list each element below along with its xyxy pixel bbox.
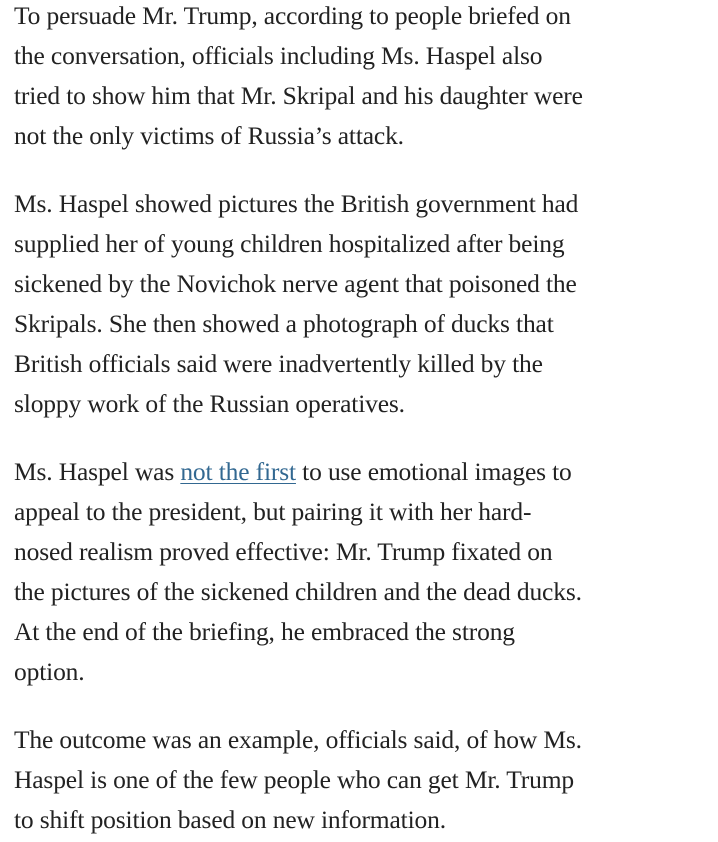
paragraph-line: supplied her of young children hospitalized after being — [14, 229, 565, 258]
paragraph-line: sickened by the Novichok nerve agent that poisoned the — [14, 269, 577, 298]
paragraph-line: Ms. Haspel showed pictures the British government had — [14, 189, 579, 218]
paragraph-line: the conversation, officials including Ms. Haspel also — [14, 41, 543, 70]
paragraph-line: the pictures of the sickened children and the dead ducks. — [14, 577, 582, 606]
paragraph-1 — [14, 0, 704, 156]
paragraph-line: To persuade Mr. Trump, according to people briefed on — [14, 1, 571, 30]
paragraph-line: Haspel is one of the few people who can get Mr. Trump — [14, 765, 575, 794]
paragraph-line: not the only victims of Russia’s attack. — [14, 121, 404, 150]
paragraph-line: tried to show him that Mr. Skripal and his daughter were — [14, 81, 583, 110]
paragraph-line: appeal to the president, but pairing it with her hard- — [14, 497, 532, 526]
paragraph-line: British officials said were inadvertently killed by the — [14, 349, 543, 378]
paragraph-line — [14, 452, 704, 492]
paragraph-line: to shift position based on new information. — [14, 805, 446, 834]
link-suffix-text: to use emotional images to — [295, 457, 572, 486]
not-the-first-link[interactable]: not the first — [180, 457, 296, 486]
paragraph-line: nosed realism proved effective: Mr. Trump fixated on — [14, 537, 553, 566]
paragraph-2 — [14, 184, 704, 424]
paragraph-3 — [14, 452, 704, 692]
paragraph-line: option. — [14, 657, 85, 686]
paragraph-line: The outcome was an example, officials said, of how Ms. — [14, 725, 582, 754]
paragraph-line: sloppy work of the Russian operatives. — [14, 389, 405, 418]
link-prefix-text: Ms. Haspel was — [14, 457, 181, 486]
paragraph-line: Skripals. She then showed a photograph of ducks that — [14, 309, 554, 338]
paragraph-4 — [14, 720, 704, 840]
paragraph-line: At the end of the briefing, he embraced the strong — [14, 617, 515, 646]
